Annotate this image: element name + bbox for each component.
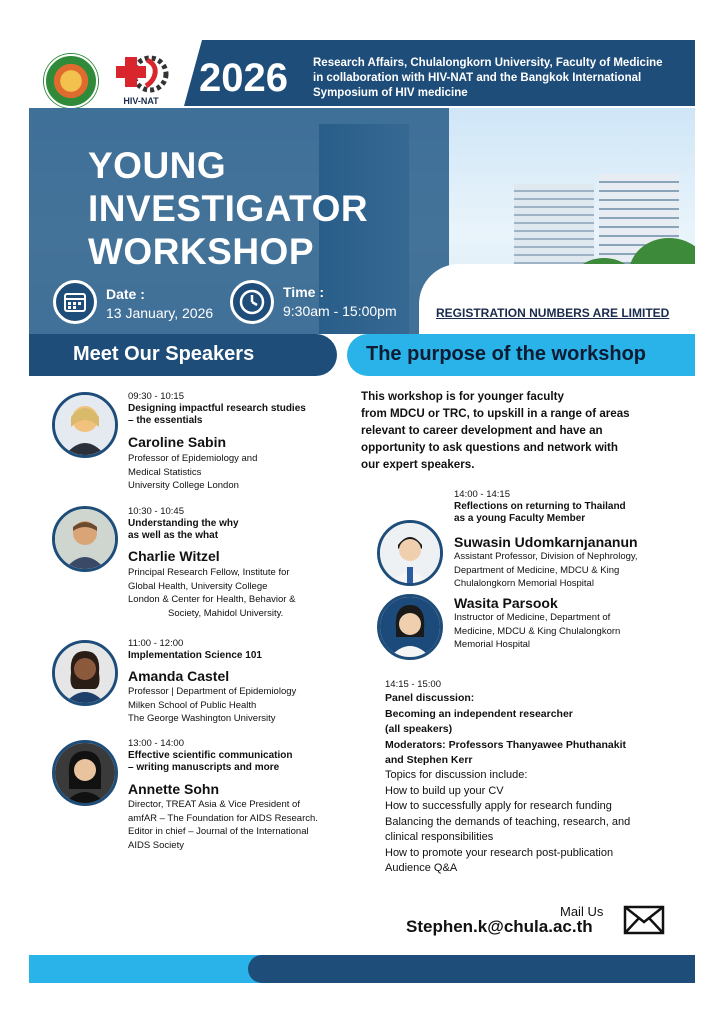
speaker-affiliation bbox=[454, 611, 620, 652]
speaker-photo-suwasin-udomkarnjananun bbox=[377, 520, 443, 586]
speaker-name: Wasita Parsook bbox=[454, 595, 558, 611]
speaker-name: Amanda Castel bbox=[128, 668, 230, 684]
contact-email-link[interactable]: Stephen.k@chula.ac.th bbox=[406, 917, 593, 936]
speaker-photo-caroline-sabin bbox=[52, 392, 118, 458]
speaker-name: Caroline Sabin bbox=[128, 434, 227, 450]
speaker-time: 11:00 - 12:00 bbox=[128, 638, 184, 649]
organizer-line: Symposium of HIV medicine bbox=[313, 87, 468, 99]
speaker-time: 10:30 - 10:45 bbox=[128, 506, 184, 517]
affiliation-line: The George Washington University bbox=[128, 713, 276, 724]
speaker-affiliation bbox=[128, 566, 295, 620]
session-time: 14:00 - 14:15 bbox=[454, 489, 510, 500]
time-label: Time : bbox=[283, 284, 324, 300]
speaker-topic-line: as well as the what bbox=[128, 530, 219, 541]
affiliation-line: University College London bbox=[128, 480, 239, 491]
affiliation-line: Editor in chief – Journal of the International bbox=[128, 826, 309, 837]
affiliation-line: London & Center for Health, Behavior & bbox=[128, 594, 296, 605]
organizer-line: in collaboration with HIV-NAT and the Bangkok International bbox=[313, 72, 642, 84]
speaker-affiliation bbox=[128, 798, 318, 852]
affiliation-line: Chulalongkorn Memorial Hospital bbox=[454, 578, 594, 589]
purpose-line: our expert speakers. bbox=[361, 458, 475, 471]
speakers-section-title: Meet Our Speakers bbox=[73, 343, 255, 365]
panel-topic-item: How to promote your research post-publication bbox=[385, 846, 614, 859]
workshop-title-line: INVESTIGATOR bbox=[88, 188, 369, 229]
session-topic-line: Reflections on returning to Thailand bbox=[454, 501, 626, 512]
workshop-title-line: WORKSHOP bbox=[88, 231, 314, 272]
affiliation-line: Memorial Hospital bbox=[454, 639, 531, 650]
affiliation-line: Professor | Department of Epidemiology bbox=[128, 686, 297, 697]
purpose-section-header bbox=[347, 334, 695, 376]
mail-us-label: Mail Us bbox=[560, 904, 604, 919]
clock-icon bbox=[230, 280, 274, 324]
panel-topic-item: Audience Q&A bbox=[385, 862, 458, 874]
affiliation-line: Instructor of Medicine, Department of bbox=[454, 612, 611, 623]
speaker-photo-amanda-castel bbox=[52, 640, 118, 706]
panel-heading-line: (all speakers) bbox=[385, 723, 453, 735]
session-topic-line: as a young Faculty Member bbox=[454, 513, 586, 524]
organizer-text bbox=[313, 56, 689, 101]
affiliation-line: Assistant Professor, Division of Nephrology, bbox=[454, 551, 638, 562]
speaker-topic-line: Designing impactful research studies bbox=[128, 403, 306, 414]
speaker-time: 13:00 - 14:00 bbox=[128, 738, 184, 749]
purpose-section-title: The purpose of the workshop bbox=[366, 343, 647, 365]
speaker-name: Suwasin Udomkarnjananun bbox=[454, 534, 638, 550]
year-label: 2026 bbox=[199, 56, 288, 100]
speaker-photo-annette-sohn bbox=[52, 740, 118, 806]
panel-topics-list bbox=[385, 768, 685, 877]
workshop-title-line: YOUNG bbox=[88, 145, 227, 186]
panel-heading-line: Moderators: Professors Thanyawee Phuthanakit bbox=[385, 738, 626, 751]
speaker-affiliation bbox=[454, 550, 638, 591]
affiliation-line: Professor of Epidemiology and bbox=[128, 453, 258, 464]
affiliation-line: Principal Research Fellow, Institute for bbox=[128, 567, 290, 578]
speaker-name: Charlie Witzel bbox=[128, 548, 220, 564]
panel-time: 14:15 - 15:00 bbox=[385, 679, 441, 690]
affiliation-line: amfAR – The Foundation for AIDS Research. bbox=[128, 812, 318, 824]
speaker-topic bbox=[128, 650, 262, 662]
calendar-icon bbox=[53, 280, 97, 324]
session-topic bbox=[454, 501, 626, 525]
speaker-time: 09:30 - 10:15 bbox=[128, 391, 184, 402]
purpose-line: from MDCU or TRC, to upskill in a range of areas bbox=[361, 407, 630, 420]
speaker-topic-line: – the essentials bbox=[128, 415, 203, 426]
purpose-description bbox=[361, 388, 679, 473]
purpose-line: opportunity to ask questions and network with bbox=[361, 441, 619, 454]
affiliation-line: Department of Medicine, MDCU & King bbox=[454, 564, 620, 576]
speaker-photo-wasita-parsook bbox=[377, 594, 443, 660]
organizer-line: Research Affairs, Chulalongkorn University, Faculty of Medicine bbox=[313, 57, 663, 69]
footer-bar-dark bbox=[248, 955, 695, 983]
registration-note: REGISTRATION NUMBERS ARE LIMITED bbox=[436, 306, 670, 320]
affiliation-line: Medical Statistics bbox=[128, 466, 202, 478]
hivnat-logo-text: HIV-NAT bbox=[123, 96, 159, 106]
panel-topic-item: How to successfully apply for research funding bbox=[385, 800, 612, 812]
affiliation-line: Medicine, MDCU & King Chulalongkorn bbox=[454, 625, 621, 637]
panel-topic-item: How to build up your CV bbox=[385, 784, 504, 797]
envelope-icon bbox=[623, 905, 665, 935]
speaker-affiliation bbox=[128, 452, 257, 493]
speaker-topic bbox=[128, 750, 293, 774]
speaker-topic-line: Understanding the why bbox=[128, 518, 239, 529]
speaker-topic-line: – writing manuscripts and more bbox=[128, 762, 280, 773]
speaker-affiliation bbox=[128, 685, 296, 726]
purpose-line: relevant to career development and have an bbox=[361, 424, 603, 437]
panel-topic-item: Balancing the demands of teaching, research, and bbox=[385, 815, 631, 828]
affiliation-line: Global Health, University College bbox=[128, 580, 268, 592]
speaker-topic bbox=[128, 518, 239, 542]
panel-topic-item: clinical responsibilities bbox=[385, 831, 494, 843]
time-value: 9:30am - 15:00pm bbox=[283, 303, 397, 319]
affiliation-line: Milken School of Public Health bbox=[128, 699, 257, 711]
hero-white-shape bbox=[419, 264, 695, 334]
speakers-section-header bbox=[29, 334, 337, 376]
date-label: Date : bbox=[106, 286, 145, 302]
speaker-name: Annette Sohn bbox=[128, 781, 219, 797]
purpose-line: This workshop is for younger faculty bbox=[361, 390, 564, 403]
chulalongkorn-logo bbox=[44, 54, 98, 108]
panel-heading-line: Panel discussion: bbox=[385, 692, 475, 704]
affiliation-line: Society, Mahidol University. bbox=[168, 607, 284, 619]
speaker-photo-charlie-witzel bbox=[52, 506, 118, 572]
speaker-topic bbox=[128, 403, 306, 427]
panel-heading-line: and Stephen Kerr bbox=[385, 754, 473, 766]
affiliation-line: Director, TREAT Asia & Vice President of bbox=[128, 799, 300, 810]
speaker-topic-line: Effective scientific communication bbox=[128, 750, 293, 761]
panel-topic-item: Topics for discussion include: bbox=[385, 769, 528, 781]
speaker-topic-line: Implementation Science 101 bbox=[128, 650, 262, 661]
date-value: 13 January, 2026 bbox=[106, 305, 214, 321]
panel-heading-line: Becoming an independent researcher bbox=[385, 707, 573, 720]
panel-heading bbox=[385, 691, 626, 769]
affiliation-line: AIDS Society bbox=[128, 839, 184, 851]
